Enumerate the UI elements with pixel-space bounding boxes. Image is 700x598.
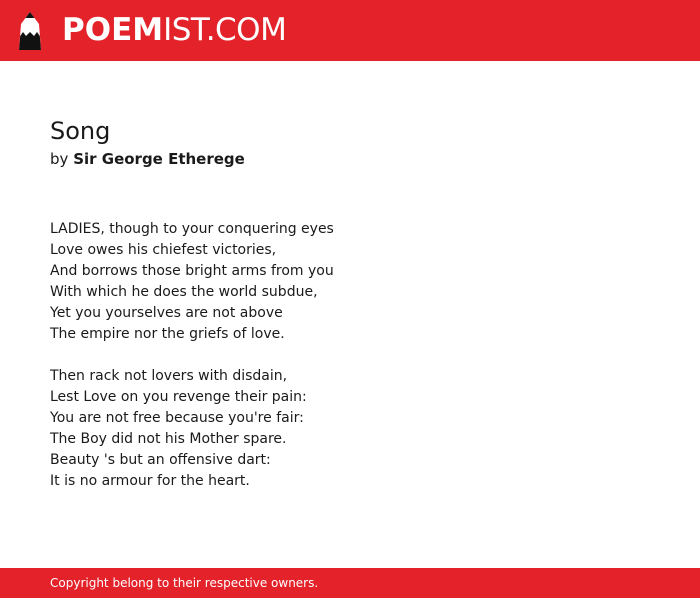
poem-content	[50, 116, 650, 513]
logo-light-text: IST.COM	[163, 12, 287, 48]
poem-line: Then rack not lovers with disdain,	[50, 368, 288, 384]
poem-line: It is no armour for the heart.	[50, 473, 250, 489]
copyright-text: Copyright belong to their respective owners.	[50, 576, 319, 590]
poem-line: Lest Love on you revenge their pain:	[50, 389, 307, 405]
poem-author: Sir George Etherege	[73, 150, 245, 168]
poem-title: Song	[50, 117, 111, 145]
poem-line: Yet you yourselves are not above	[50, 305, 283, 321]
poem-line: You are not free because you're fair:	[50, 410, 304, 426]
poem-body	[50, 219, 650, 492]
poem-line: The empire nor the griefs of love.	[50, 326, 285, 342]
poem-byline	[50, 149, 650, 169]
pencil-tip-icon[interactable]	[17, 10, 43, 52]
by-label: by	[50, 150, 69, 168]
stanza-1	[50, 219, 650, 345]
poem-line: With which he does the world subdue,	[50, 284, 318, 300]
site-footer	[0, 568, 700, 598]
poem-line: LADIES, though to your conquering eyes	[50, 221, 334, 237]
poem-line: Beauty 's but an offensive dart:	[50, 452, 271, 468]
site-logo[interactable]	[62, 12, 286, 48]
poem-line: The Boy did not his Mother spare.	[50, 431, 287, 447]
stanza-2	[50, 366, 650, 492]
site-header	[0, 0, 700, 61]
logo-bold-text: POEM	[62, 12, 164, 48]
poem-line: Love owes his chiefest victories,	[50, 242, 277, 258]
poem-line: And borrows those bright arms from you	[50, 263, 334, 279]
